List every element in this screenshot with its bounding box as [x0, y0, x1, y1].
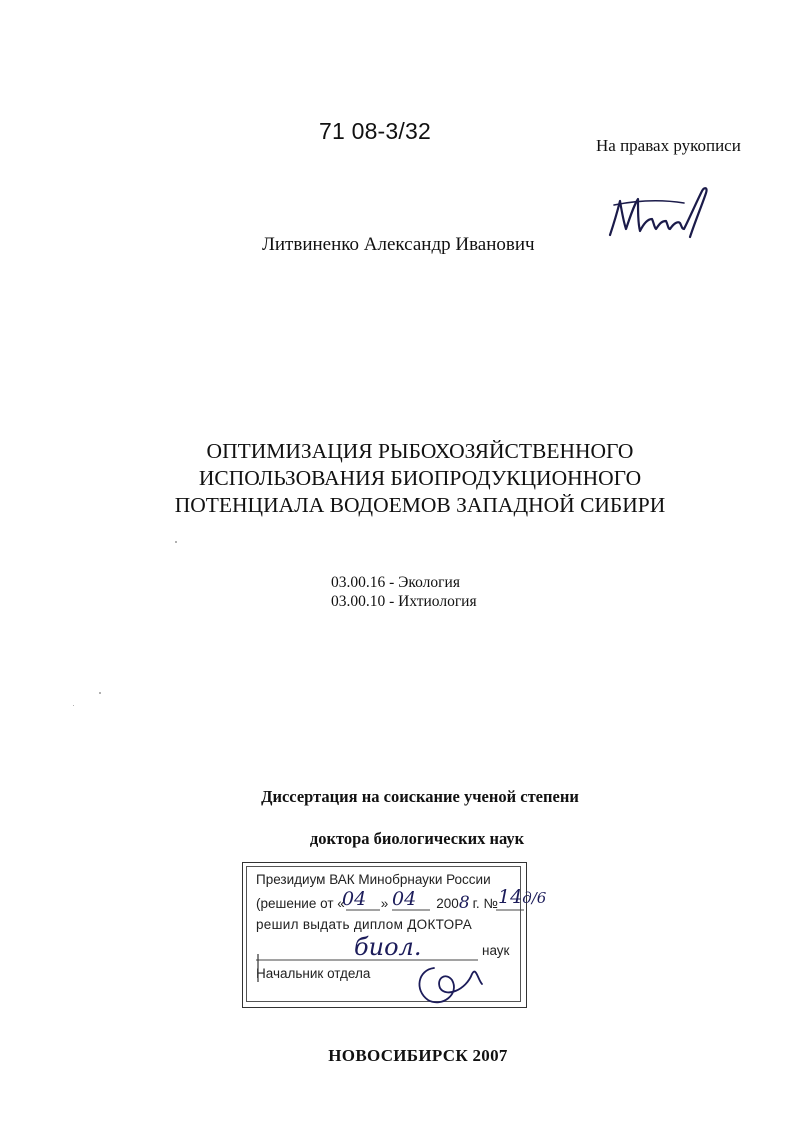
scan-speck [175, 541, 177, 543]
dissertation-title [90, 438, 750, 519]
archive-code: 71 08-3/32 [319, 118, 431, 144]
stamp-number-suffix: д/6 [522, 889, 547, 907]
title-line: ПОТЕНЦИАЛА ВОДОЕМОВ ЗАПАДНОЙ СИБИРИ [174, 493, 666, 517]
stamp-line: Начальник отдела [256, 966, 371, 981]
city-year: НОВОСИБИРСК 2007 [328, 1046, 508, 1065]
title-line: ОПТИМИЗАЦИЯ РЫБОХОЗЯЙСТВЕННОГО [206, 439, 634, 463]
specialty-item: 03.00.16 - Экология [331, 574, 460, 591]
stamp-line: решил выдать диплом ДОКТОРА [256, 917, 473, 932]
vak-stamp [242, 862, 547, 1008]
stamp-line: наук [482, 943, 510, 958]
stamp-day: 04 [342, 888, 367, 910]
scan-speck [73, 705, 74, 706]
stamp-markings [242, 862, 527, 1008]
author-name: Литвиненко Александр Иванович [262, 234, 535, 255]
specialty-item: 03.00.10 - Ихтиология [331, 593, 477, 610]
stamp-text: г. № [472, 896, 498, 911]
stamp-text: » [380, 896, 389, 911]
stamp-month: 04 [392, 888, 417, 910]
specialty-codes [331, 573, 477, 611]
degree-statement: Диссертация на соискание ученой степени [261, 787, 579, 806]
stamp-year-digit: 8 [458, 893, 470, 913]
scan-speck [99, 692, 101, 694]
title-line: ИСПОЛЬЗОВАНИЯ БИОПРОДУКЦИОННОГО [198, 466, 642, 490]
stamp-line: Президиум ВАК Минобрнауки России [256, 872, 491, 887]
stamp-number-value: 14 [498, 886, 523, 908]
stamp-field: биол. [354, 933, 422, 961]
author-signature [604, 183, 716, 245]
rights-note: На правах рукописи [596, 136, 741, 155]
stamp-text: (решение от « [256, 896, 345, 911]
stamp-text: 200 [436, 896, 459, 911]
degree-field: доктора биологических наук [309, 829, 525, 848]
